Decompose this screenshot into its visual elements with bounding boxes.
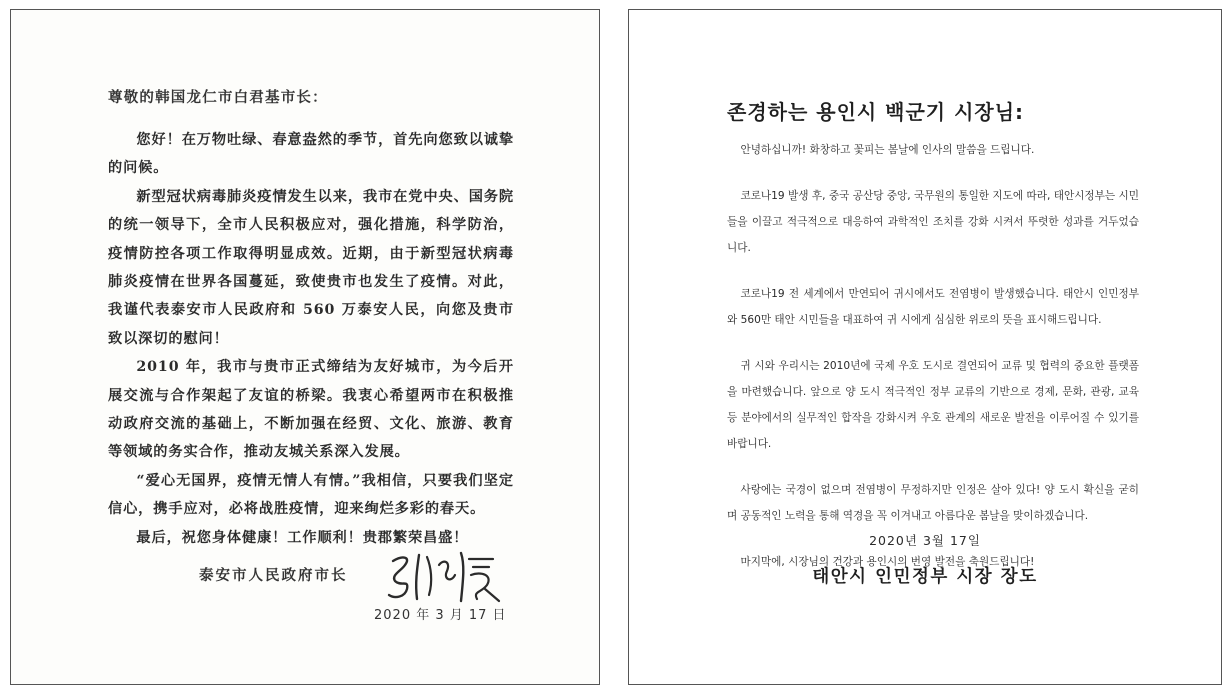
letter-date: 2020 年 3 月 17 日 [374,608,507,623]
letter-date: 2020년 3월 17일 [869,533,981,548]
letter-signer: 泰安市人民政府市长 [199,567,348,584]
letter-paragraph: 最后，祝您身体健康！工作顺利！贵郡繁荣昌盛！ [136,529,469,546]
letter-body [108,126,514,552]
letter-paragraph: 코로나19 발생 후, 중국 공산당 중앙, 국무원의 통일한 지도에 따라, 태안시정부는 시민들을 이끌고 적극적으로 대응하여 과학적인 조치를 강화 시켜서 뚜렷한 성과를 거두었습니다. [727,190,1139,254]
letter-paragraph: 您好！在万物吐绿、春意盎然的季节，首先向您致以诚挚的问候。 [108,132,514,177]
letter-body [727,137,1139,595]
handwritten-signature [381,545,506,605]
letter-paragraph: 마지막에, 시장님의 건강과 용인시의 번영 발전을 축원드립니다! [740,556,1035,568]
letter-salutation: 존경하는 용인시 백군기 시장님: [727,100,1025,124]
letter-salutation: 尊敬的韩国龙仁市白君基市长： [108,89,328,106]
letter-paragraph: 귀 시와 우리시는 2010년에 국제 우호 도시로 결연되어 교류 및 협력의 중요한 플랫폼을 마련했습니다. 앞으로 양 도시 적극적인 정부 교류의 기반으로 경제, 문화, 관광, 교육 등 분야에서의 실무적인 합작을 강화시켜 우호 관계의 새로운 발전을 이루어질 수 있기를 바랍니다. [727,360,1139,450]
letter-signer: 태안시 인민정부 시장 장도 [812,567,1038,587]
letter-paragraph: 코로나19 전 세계에서 만연되어 귀시에서도 전염병이 발생했습니다. 태안시 인민정부와 560만 태안 시민들을 대표하여 귀 시에게 심심한 위로의 뜻을 표시해드립니다. [727,288,1139,326]
letter-paragraph: “爱心无国界，疫情无情人有情。”我相信，只要我们坚定信心，携手应对，必将战胜疫情，迎来绚烂多彩的春天。 [108,472,514,518]
korean-letter-page [628,9,1222,685]
letter-paragraph: 안녕하십니까! 화창하고 꽃피는 봄날에 인사의 말씀을 드립니다. [740,144,1035,156]
letter-paragraph: 사랑에는 국경이 없으며 전염병이 무정하지만 인정은 살아 있다! 양 도시 확신을 굳히며 공동적인 노력을 통해 역경을 꼭 이겨내고 아름다운 봄날을 맞이하겠습니다. [727,484,1139,522]
chinese-letter-page [10,9,600,685]
letter-paragraph: 2010 年，我市与贵市正式缔结为友好城市，为今后开展交流与合作架起了友谊的桥梁。我衷心希望两市在积极推动政府交流的基础上，不断加强在经贸、文化、旅游、教育等领域的务实合作，推动友城关系深入发展。 [108,359,514,461]
letter-paragraph: 新型冠状病毒肺炎疫情发生以来，我市在党中央、国务院的统一领导下，全市人民积极应对，强化措施，科学防治，疫情防控各项工作取得明显成效。近期，由于新型冠状病毒肺炎疫情在世界各国蔓延，致使贵市也发生了疫情。对此，我谨代表泰安市人民政府和 560 万泰安人民，向您及贵市致以深切的慰问！ [108,188,514,347]
